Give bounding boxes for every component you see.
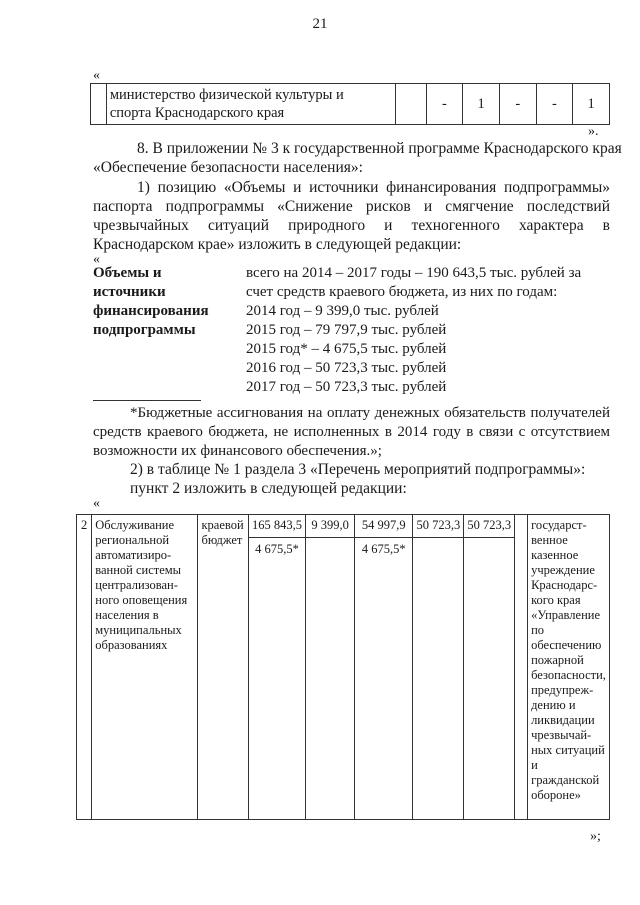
- funding-line: 2015 год – 79 797,9 тыс. рублей: [246, 322, 447, 338]
- table-cell: 1: [463, 84, 500, 125]
- year-2016-value: 50 723,3: [413, 515, 463, 538]
- measures-table: [76, 514, 610, 820]
- footnote-separator: [93, 400, 201, 401]
- quote-close-1: ».: [588, 124, 599, 139]
- quote-open-2: «: [93, 252, 100, 267]
- funding-heading-line: финансирования: [93, 303, 209, 319]
- executor-line: государст-: [531, 518, 587, 532]
- description-line: населения в: [95, 608, 159, 622]
- executor-line: и: [531, 758, 538, 772]
- description-line: ванной системы: [95, 563, 182, 577]
- executor-line: кого края: [531, 593, 581, 607]
- funding-line: 2017 год – 50 723,3 тыс. рублей: [246, 379, 447, 395]
- executor-line: гражданской: [531, 773, 600, 787]
- year-2015-cell: [355, 515, 413, 820]
- year-2014-value: 9 399,0: [306, 515, 354, 538]
- year-2015-value: 54 997,9: [355, 515, 412, 538]
- executor-line: ликвидации: [531, 713, 595, 727]
- description-line: Обслуживание: [95, 518, 175, 532]
- quote-open-3: «: [93, 496, 100, 511]
- executor-line: по: [531, 623, 545, 637]
- quote-close-2: »;: [590, 829, 601, 844]
- footnote-line1: *Бюджетные ассигнования на оплату денежных обязательств получателей: [130, 405, 610, 421]
- executor-line: казенное: [531, 548, 579, 562]
- funding-heading: [93, 264, 233, 340]
- funding-heading-line: Объемы и: [93, 265, 162, 281]
- year-2017-value: 50 723,3: [464, 515, 514, 538]
- page-number: 21: [312, 16, 328, 32]
- description-line: образованиях: [95, 638, 168, 652]
- executor-line: обеспечению: [531, 638, 602, 652]
- year-2017-cell: [464, 515, 515, 820]
- funding-line: счет средств краевого бюджета, из них по годам:: [246, 284, 558, 300]
- funding-line: 2014 год – 9 399,0 тыс. рублей: [246, 303, 439, 319]
- footnote-line3: возможности их финансового обеспечения.»;: [93, 443, 382, 459]
- executor-line: обороне»: [531, 788, 581, 802]
- table-cell: -: [536, 84, 573, 125]
- para8-line1: 8. В приложении № 3 к государственной программе Краснодарского края: [137, 140, 622, 157]
- funding-line: 2015 год* – 4 675,5 тыс. рублей: [246, 341, 447, 357]
- table-row: [91, 84, 610, 125]
- description-line: автоматизиро-: [95, 548, 172, 562]
- total-extra-value: 4 675,5*: [255, 542, 299, 556]
- year-2015-extra-value: 4 675,5*: [361, 542, 406, 556]
- description-line: муниципальных: [95, 623, 182, 637]
- item1-line4: Краснодарском крае» изложить в следующей редакции:: [93, 236, 462, 253]
- executor-line: безопасности,: [531, 668, 606, 682]
- year-2014-cell: [305, 515, 354, 820]
- description-line: ного оповещения: [95, 593, 188, 607]
- quote-open-1: «: [93, 68, 100, 83]
- funding-line: всего на 2014 – 2017 годы – 190 643,5 тыс. рублей за: [246, 265, 582, 281]
- funding-heading-line: источники: [93, 284, 166, 300]
- total-value: 165 843,5: [249, 515, 305, 538]
- ministry-name-line2: спорта Краснодарского края: [109, 105, 285, 121]
- executor-line: чрезвычай-: [531, 728, 592, 742]
- table-cell-empty: [91, 84, 107, 125]
- description-cell: [92, 515, 198, 820]
- executor-line: учреждение: [531, 563, 595, 577]
- executor-line: Краснодарс-: [531, 578, 598, 592]
- executor-line: предупреж-: [531, 683, 594, 697]
- funding-details: [246, 264, 581, 397]
- table-cell: 1: [573, 84, 610, 125]
- funding-heading-line: подпрограммы: [93, 322, 196, 338]
- ministry-name-cell: [106, 84, 395, 125]
- total-cell: [248, 515, 305, 820]
- item2-line2: пункт 2 изложить в следующей редакции:: [130, 480, 407, 497]
- source-line: краевой: [201, 518, 244, 532]
- executor-line: дению и: [531, 698, 576, 712]
- description-line: централизован-: [95, 578, 178, 592]
- item1-line2: паспорта подпрограммы «Снижение рисков и смягчение последствий: [93, 198, 610, 215]
- table-cell: -: [426, 84, 463, 125]
- table-cell: -: [499, 84, 536, 125]
- executor-cell: [528, 515, 610, 820]
- para8-line2: «Обеспечение безопасности населения»:: [93, 159, 363, 176]
- executor-line: ных ситуаций: [531, 743, 605, 757]
- footnote-line2: средств краевого бюджета, не исполненных в 2014 году в связи с отсутствием: [93, 424, 610, 440]
- year-2016-cell: [413, 515, 464, 820]
- table-cell-empty: [395, 84, 426, 125]
- item2-line1: 2) в таблице № 1 раздела 3 «Перечень мероприятий подпрограммы»:: [130, 461, 586, 478]
- funding-line: 2016 год – 50 723,3 тыс. рублей: [246, 360, 447, 376]
- table-row: [77, 515, 610, 820]
- description-line: региональной: [95, 533, 170, 547]
- source-cell: [198, 515, 249, 820]
- ministry-name-line1: министерство физической культуры и: [109, 87, 344, 103]
- executor-line: венное: [531, 533, 568, 547]
- executor-line: пожарной: [531, 653, 584, 667]
- ministry-table: [90, 83, 610, 125]
- item1-line3: чрезвычайных ситуаций природного и техногенного характера в: [93, 217, 610, 234]
- table-cell-empty: [515, 515, 528, 820]
- item1-line1: 1) позицию «Объемы и источники финансирования подпрограммы»: [137, 179, 610, 196]
- row-number-cell: 2: [77, 515, 92, 820]
- executor-line: «Управление: [531, 608, 601, 622]
- source-line: бюджет: [201, 533, 243, 547]
